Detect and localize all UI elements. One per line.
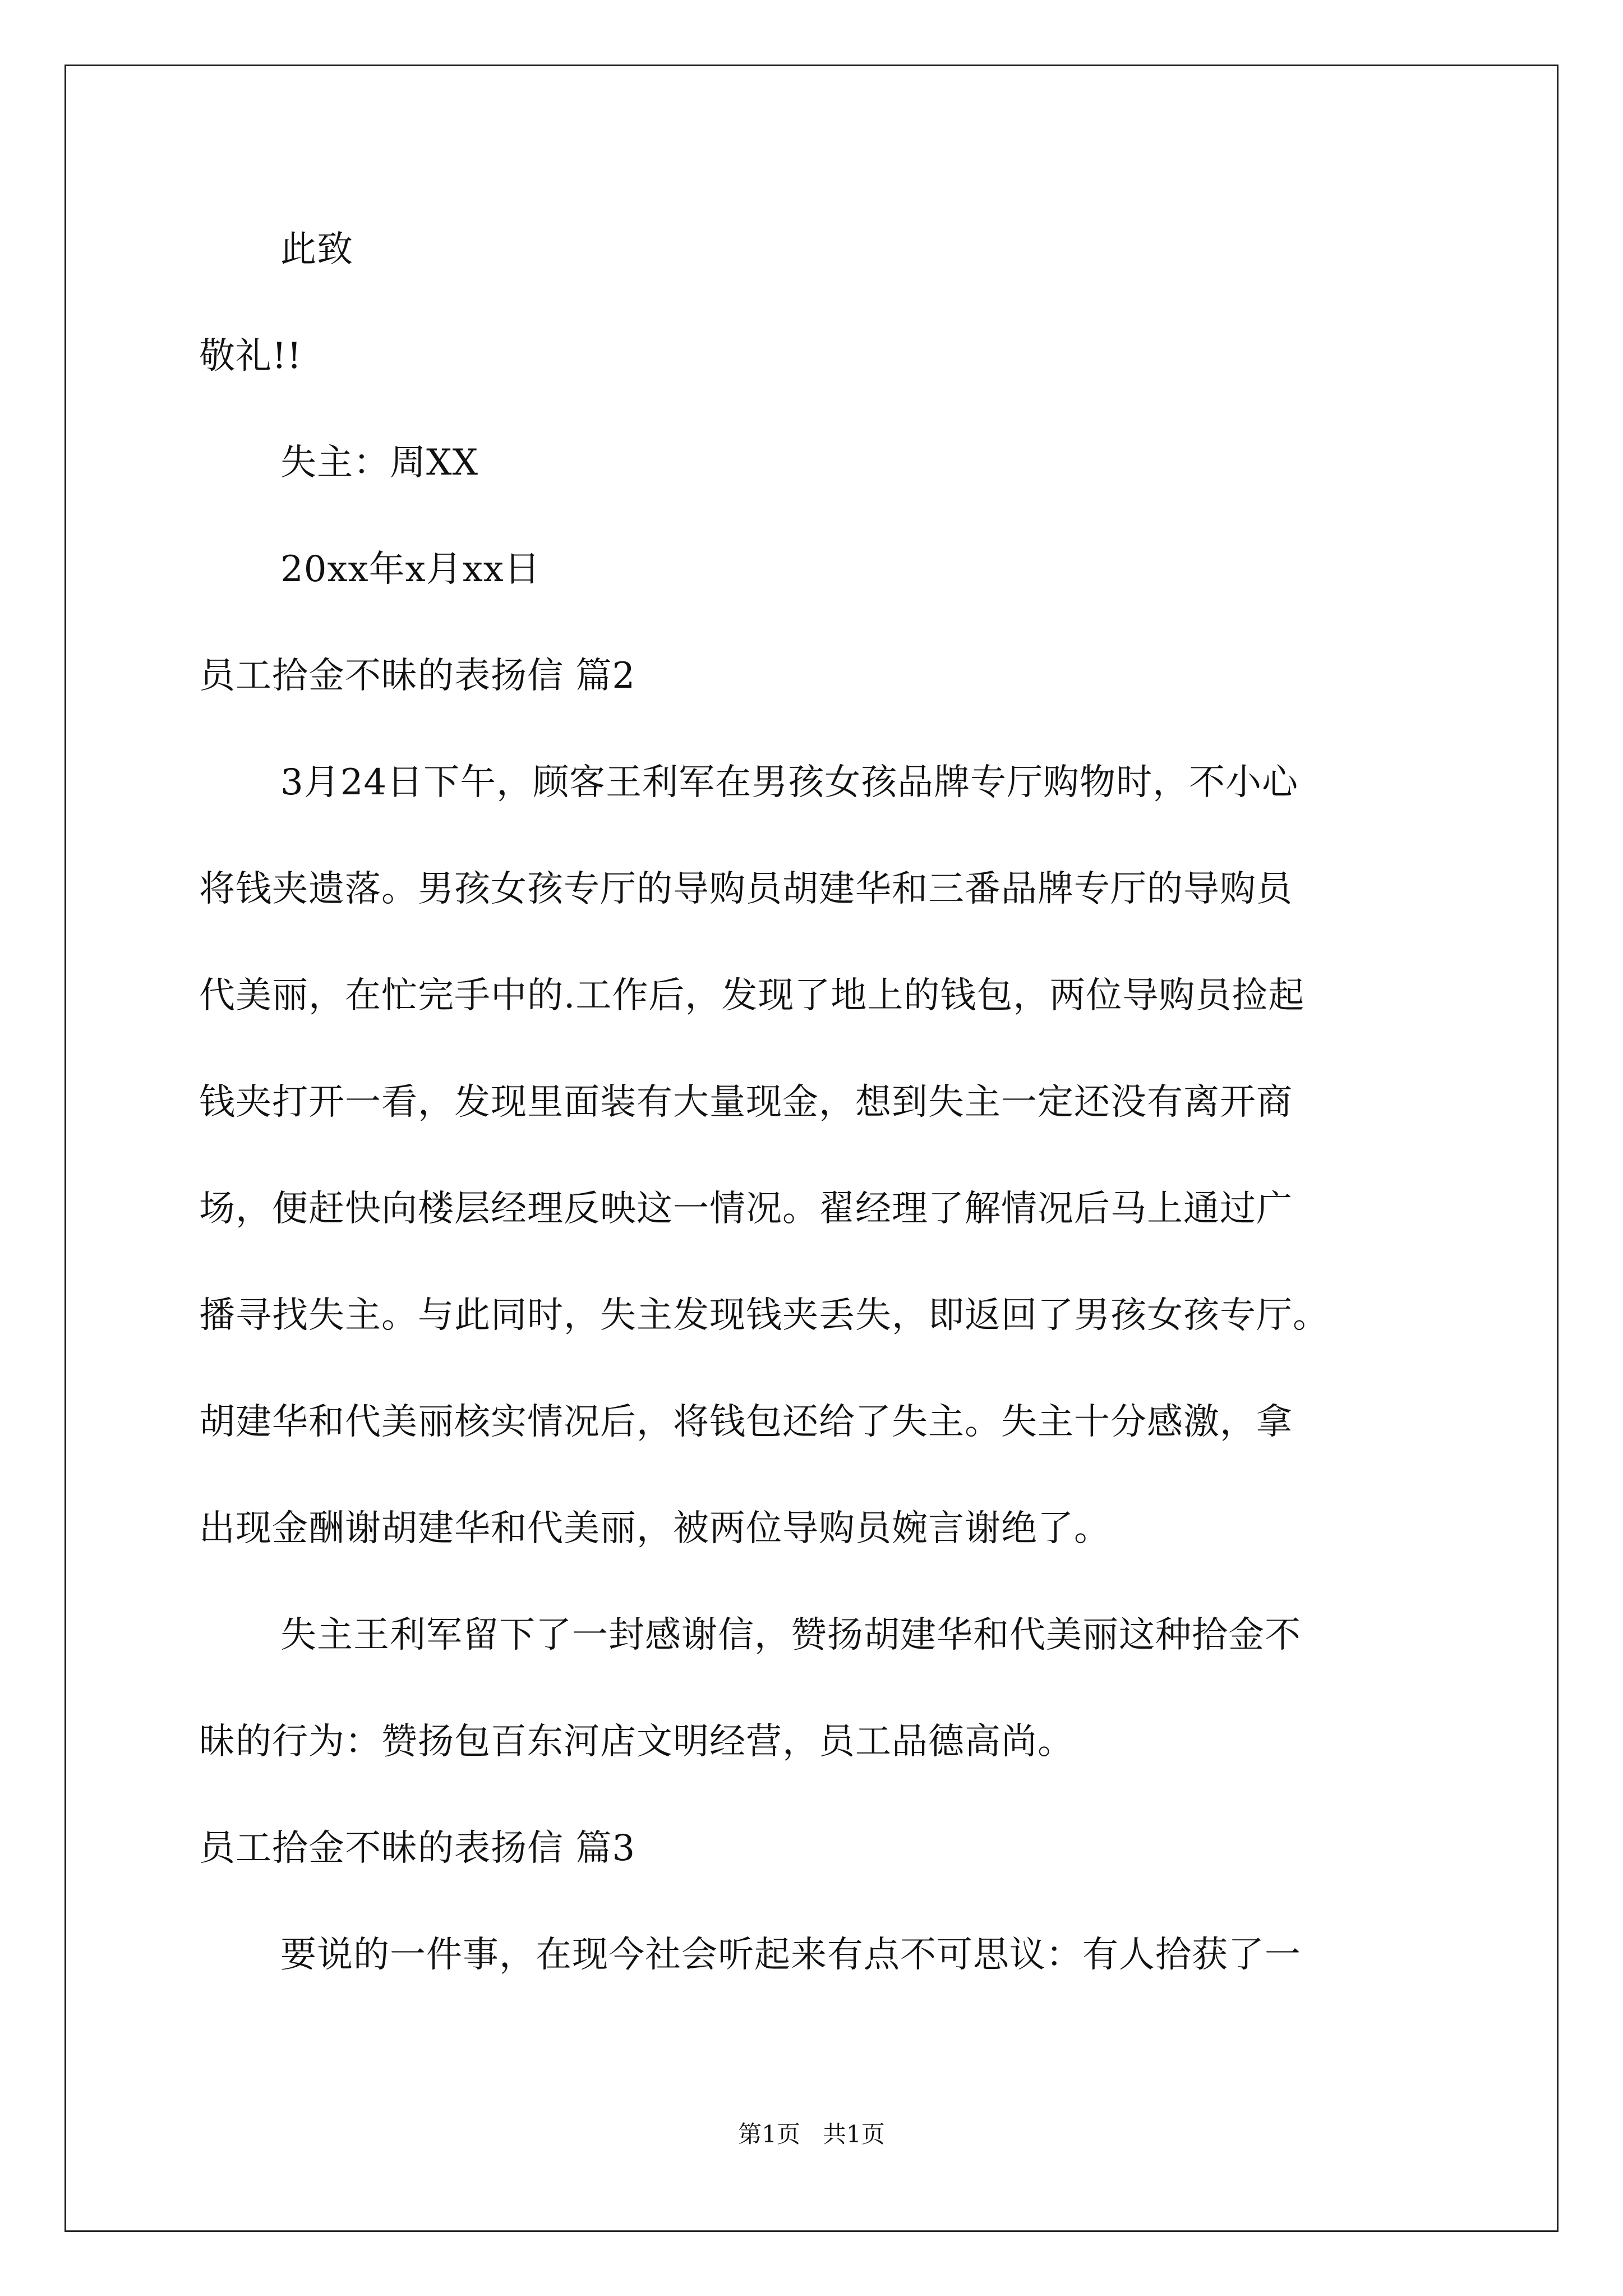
date-line: 20xx年x月xx日	[280, 549, 541, 590]
paragraph-line: 胡建华和代美丽核实情况后，将钱包还给了失主。失主十分感激，拿	[199, 1401, 1293, 1443]
paragraph-line: 播寻找失主。与此同时，失主发现钱夹丢失，即返回了男孩女孩专厅。	[199, 1295, 1329, 1336]
signature-line: 失主：周XX	[280, 442, 479, 484]
paragraph-line: 将钱夹遗落。男孩女孩专厅的导购员胡建华和三番品牌专厅的导购员	[199, 868, 1293, 910]
paragraph-line: 失主王利军留下了一封感谢信，赞扬胡建华和代美丽这种拾金不	[280, 1614, 1301, 1656]
paragraph-line: 出现金酬谢胡建华和代美丽，被两位导购员婉言谢绝了。	[199, 1508, 1110, 1549]
salutation-line: 此致	[280, 229, 353, 270]
paragraph-line: 钱夹打开一看，发现里面装有大量现金，想到失主一定还没有离开商	[199, 1082, 1293, 1123]
paragraph-line: 3月24日下午，顾客王利军在男孩女孩品牌专厅购物时，不小心	[280, 762, 1299, 803]
paragraph-line: 要说的一件事，在现今社会听起来有点不可思议：有人拾获了一	[280, 1934, 1301, 1976]
paragraph-line: 代美丽，在忙完手中的.工作后，发现了地上的钱包，两位导购员捡起	[199, 975, 1305, 1016]
paragraph-line: 昧的行为：赞扬包百东河店文明经营，员工品德高尚。	[199, 1721, 1074, 1763]
section-heading: 员工拾金不昧的表扬信 篇3	[199, 1828, 636, 1869]
regards-line: 敬礼!!	[199, 335, 302, 377]
page-footer: 第1页 共1页	[738, 2120, 885, 2148]
page-border	[64, 65, 1559, 2232]
paragraph-line: 场，便赶快向楼层经理反映这一情况。翟经理了解情况后马上通过广	[199, 1188, 1293, 1230]
section-heading: 员工拾金不昧的表扬信 篇2	[199, 655, 636, 697]
